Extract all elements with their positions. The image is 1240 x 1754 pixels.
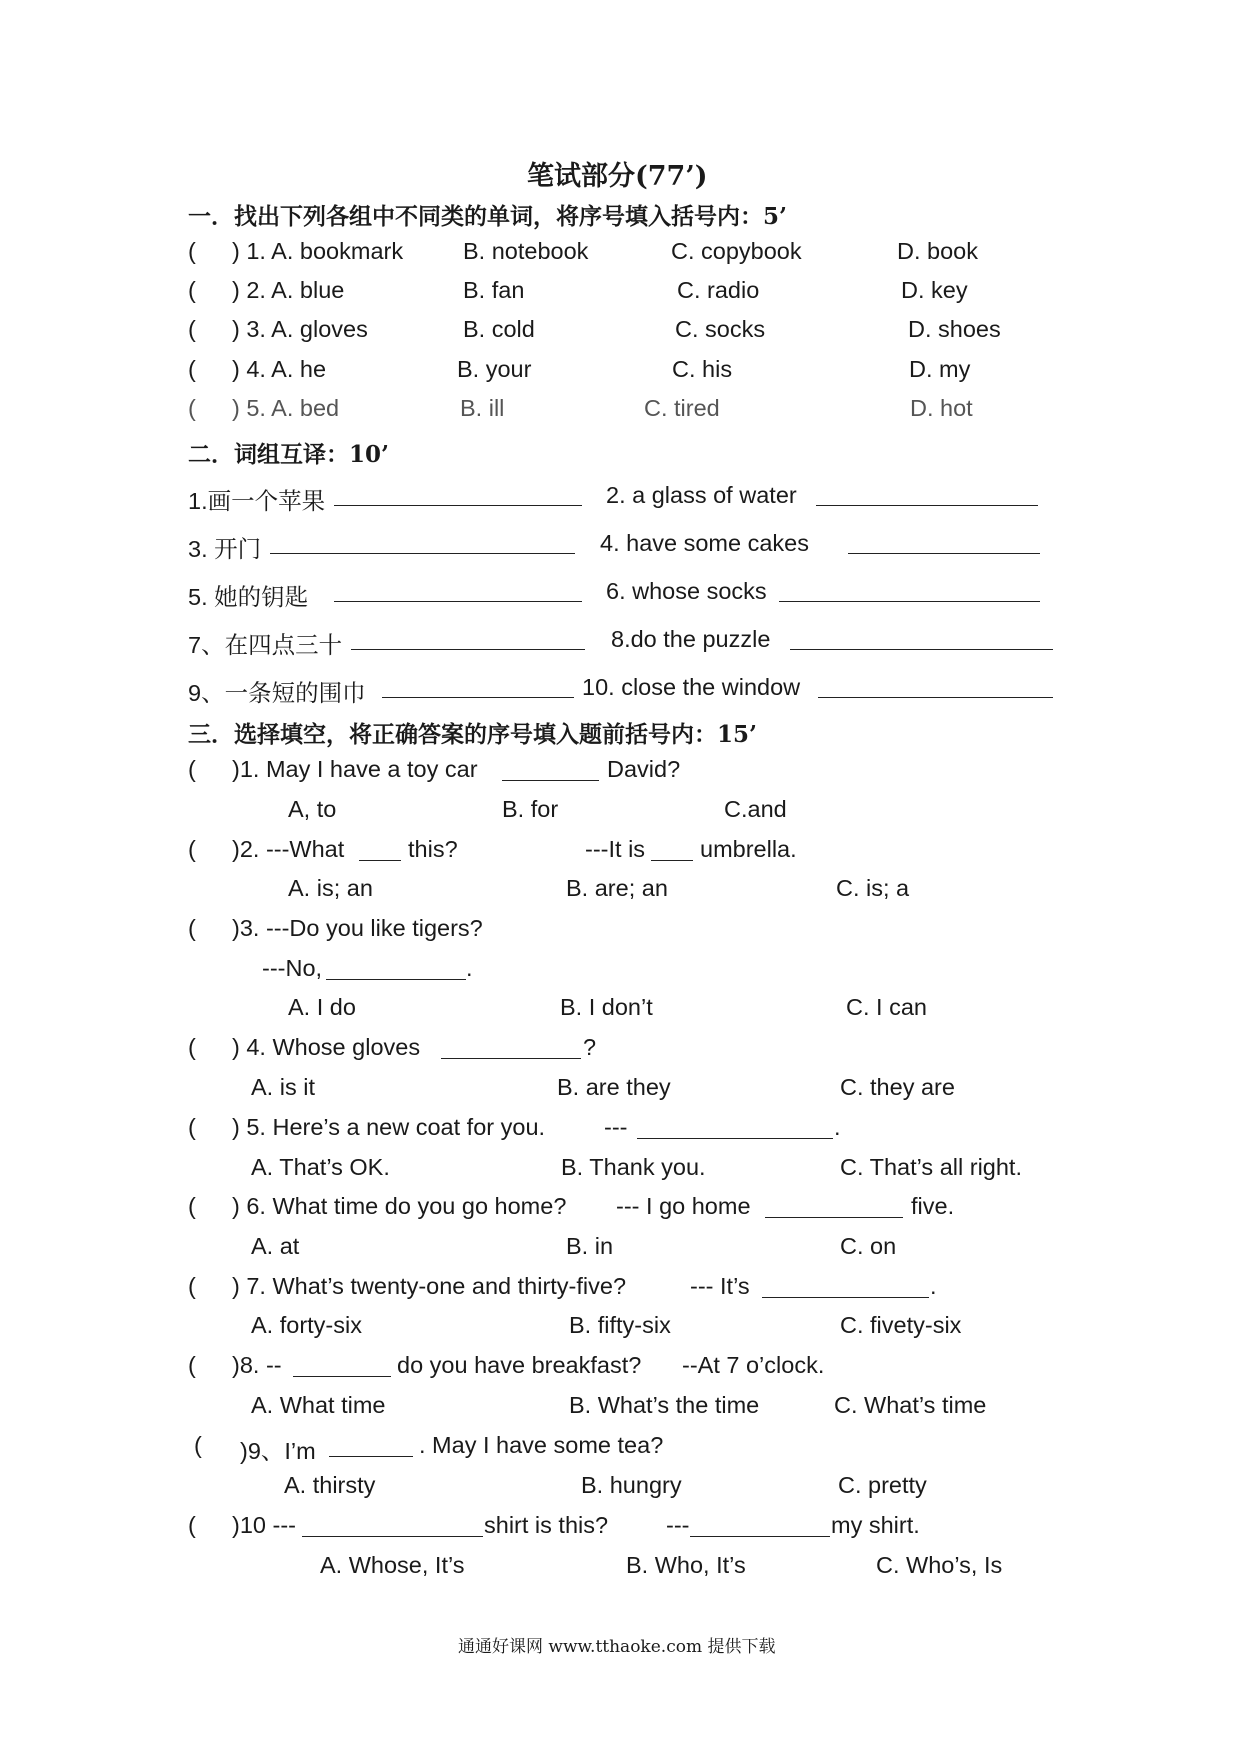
translation-prompt: 2. a glass of water [606, 482, 797, 508]
option-b: B. I don’t [560, 994, 653, 1020]
answer-paren: ( [188, 1193, 196, 1219]
option-b: B. Who, It’s [626, 1552, 746, 1578]
translation-prompt: 8.do the puzzle [611, 626, 771, 652]
question-text: )2. ---What [232, 836, 345, 862]
section-1-heading: 一．找出下列各组中不同类的单词，将序号填入括号内：5’ [188, 203, 788, 230]
answer-blank[interactable] [382, 697, 574, 698]
answer-paren: ( [188, 277, 196, 303]
option-a: A. is; an [288, 875, 373, 901]
question-text: )10 --- [232, 1512, 296, 1538]
answer-paren: ( [188, 915, 196, 941]
answer-blank[interactable] [848, 553, 1040, 554]
answer-blank[interactable] [765, 1217, 903, 1218]
option-a: A, to [288, 796, 337, 822]
option-c: C. copybook [671, 238, 802, 264]
question-text: David? [607, 756, 681, 782]
question-text: )8. -- [232, 1352, 282, 1378]
answer-paren: ( [188, 1273, 196, 1299]
question-text: ---It is [585, 836, 646, 862]
answer-blank[interactable] [293, 1376, 391, 1377]
answer-paren: ( [194, 1432, 202, 1458]
answer-blank[interactable] [779, 601, 1040, 602]
answer-paren: ( [188, 1352, 196, 1378]
question-text: shirt is this? [484, 1512, 609, 1538]
page-footer: 通通好课网 www.tthaoke.com 提供下载 [458, 1637, 776, 1657]
question-text: ) 4. Whose gloves [232, 1034, 421, 1060]
answer-blank[interactable] [502, 780, 599, 781]
question-text: this? [408, 836, 458, 862]
answer-blank[interactable] [651, 860, 693, 861]
answer-paren: ( [188, 395, 196, 421]
option-c: C. fivety-six [840, 1312, 962, 1338]
option-c: C. his [672, 356, 733, 382]
option-b: B. Thank you. [561, 1154, 706, 1180]
item-stem: ) 5. A. bed [232, 395, 340, 421]
question-text: ? [583, 1034, 597, 1060]
option-a: A. That’s OK. [251, 1154, 390, 1180]
translation-prompt: 3. 开门 [188, 536, 262, 562]
answer-paren: ( [188, 756, 196, 782]
option-c: C. That’s all right. [840, 1154, 1022, 1180]
question-text: --- I go home [616, 1193, 751, 1219]
answer-blank[interactable] [359, 860, 401, 861]
section-2-heading: 二．词组互译：10’ [188, 441, 390, 468]
answer-blank[interactable] [334, 505, 582, 506]
question-text: ---No, [262, 955, 323, 981]
question-text: )3. ---Do you like tigers? [232, 915, 483, 941]
question-text: five. [911, 1193, 955, 1219]
option-b: B. are; an [566, 875, 668, 901]
option-d: D. hot [910, 395, 973, 421]
answer-blank[interactable] [690, 1536, 830, 1537]
question-text: )1. May I have a toy car [232, 756, 478, 782]
option-b: B. are they [557, 1074, 671, 1100]
answer-paren: ( [188, 238, 196, 264]
question-text: )9、I’m [240, 1438, 316, 1464]
option-d: D. my [909, 356, 971, 382]
question-text: --- It’s [690, 1273, 750, 1299]
translation-prompt: 1.画一个苹果 [188, 488, 326, 514]
answer-paren: ( [188, 356, 196, 382]
option-c: C. Who’s, Is [876, 1552, 1003, 1578]
option-c: C. socks [675, 316, 766, 342]
answer-blank[interactable] [816, 505, 1038, 506]
item-stem: ) 1. A. bookmark [232, 238, 404, 264]
translation-prompt: 9、一条短的围巾 [188, 680, 366, 706]
answer-blank[interactable] [818, 697, 1053, 698]
option-c: C. I can [846, 994, 927, 1020]
page-title: 笔试部分(77’) [527, 161, 708, 192]
question-text: ) 6. What time do you go home? [232, 1193, 567, 1219]
question-text: --- [604, 1114, 628, 1140]
question-text: umbrella. [700, 836, 797, 862]
item-stem: ) 4. A. he [232, 356, 327, 382]
option-b: B. What’s the time [569, 1392, 760, 1418]
question-text: --At 7 o’clock. [682, 1352, 825, 1378]
translation-prompt: 4. have some cakes [600, 530, 809, 556]
translation-prompt: 5. 她的钥匙 [188, 584, 309, 610]
section-3-heading: 三．选择填空，将正确答案的序号填入题前括号内：15’ [188, 721, 758, 748]
option-b: B. fifty-six [569, 1312, 671, 1338]
option-b: B. cold [463, 316, 535, 342]
question-text: do you have breakfast? [397, 1352, 642, 1378]
answer-blank[interactable] [637, 1138, 833, 1139]
answer-blank[interactable] [329, 1456, 413, 1457]
question-text: . [930, 1273, 937, 1299]
option-a: A. What time [251, 1392, 386, 1418]
option-c: C. on [840, 1233, 897, 1259]
answer-blank[interactable] [326, 979, 466, 980]
option-d: D. key [901, 277, 968, 303]
option-b: B. your [457, 356, 532, 382]
option-c: C. pretty [838, 1472, 927, 1498]
question-text: ) 5. Here’s a new coat for you. [232, 1114, 546, 1140]
option-b: B. in [566, 1233, 614, 1259]
option-c: C. is; a [836, 875, 910, 901]
option-c: C. tired [644, 395, 720, 421]
option-a: A. at [251, 1233, 300, 1259]
translation-prompt: 6. whose socks [606, 578, 767, 604]
question-text: . [466, 955, 473, 981]
answer-blank[interactable] [334, 601, 582, 602]
question-text: my shirt. [831, 1512, 920, 1538]
answer-paren: ( [188, 316, 196, 342]
option-a: A. is it [251, 1074, 315, 1100]
question-text: --- [666, 1512, 690, 1538]
option-c: C. What’s time [834, 1392, 987, 1418]
question-text: . May I have some tea? [419, 1432, 664, 1458]
answer-paren: ( [188, 1512, 196, 1538]
option-d: D. shoes [908, 316, 1001, 342]
option-c: C.and [724, 796, 787, 822]
answer-blank[interactable] [762, 1297, 929, 1298]
answer-blank[interactable] [302, 1536, 483, 1537]
option-b: B. hungry [581, 1472, 682, 1498]
answer-paren: ( [188, 1034, 196, 1060]
option-b: B. ill [460, 395, 505, 421]
option-b: B. notebook [463, 238, 589, 264]
option-a: A. Whose, It’s [320, 1552, 465, 1578]
translation-prompt: 10. close the window [582, 674, 801, 700]
option-b: B. fan [463, 277, 525, 303]
question-text: ) 7. What’s twenty-one and thirty-five? [232, 1273, 627, 1299]
answer-paren: ( [188, 836, 196, 862]
option-c: C. they are [840, 1074, 955, 1100]
question-text: . [834, 1114, 841, 1140]
answer-blank[interactable] [790, 649, 1053, 650]
translation-prompt: 7、在四点三十 [188, 632, 343, 658]
option-c: C. radio [677, 277, 760, 303]
option-a: A. thirsty [284, 1472, 376, 1498]
option-d: D. book [897, 238, 978, 264]
option-b: B. for [502, 796, 559, 822]
answer-blank[interactable] [351, 649, 585, 650]
item-stem: ) 2. A. blue [232, 277, 345, 303]
answer-blank[interactable] [441, 1058, 581, 1059]
answer-blank[interactable] [270, 553, 575, 554]
option-a: A. I do [288, 994, 356, 1020]
option-a: A. forty-six [251, 1312, 362, 1338]
item-stem: ) 3. A. gloves [232, 316, 368, 342]
answer-paren: ( [188, 1114, 196, 1140]
